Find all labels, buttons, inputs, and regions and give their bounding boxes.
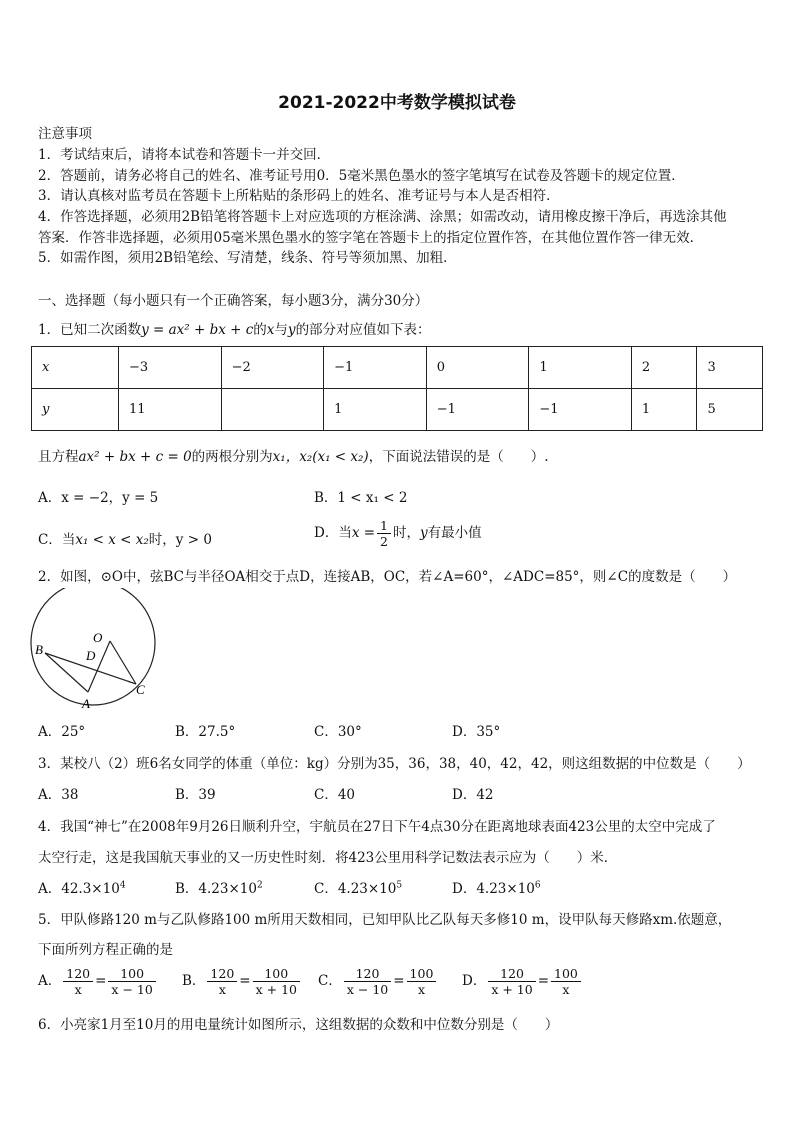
q1-opt-c-pre: C．当: [38, 532, 76, 548]
table-cell: −2: [221, 347, 324, 389]
table-cell: −1: [529, 389, 632, 431]
q1-cond-pre: 且方程: [38, 449, 79, 465]
fraction-numerator: 120: [207, 966, 237, 982]
question-5-stem-line2: 下面所列方程正确的是: [38, 942, 173, 958]
q1-opt-d-x: x =: [351, 525, 376, 541]
fraction: [108, 966, 155, 997]
value-table: [31, 346, 763, 431]
q3-option-a[interactable]: A．38: [38, 787, 79, 803]
circle-geometry-figure: [30, 588, 170, 713]
equals-sign: =: [95, 973, 107, 989]
table-cell: 5: [697, 389, 763, 431]
q4-option-a[interactable]: [38, 877, 126, 897]
fraction-one-half: [377, 518, 391, 549]
table-row-x: [32, 347, 763, 389]
q2-option-b[interactable]: B．27.5°: [175, 724, 236, 740]
table-cell: −1: [324, 347, 427, 389]
question-5-stem-line1: 5．甲队修路120 m与乙队修路100 m所用天数相同，已知甲队比乙队每天多修10 m，设甲队每天修路xm.依题意，: [38, 912, 732, 928]
q5-option-c[interactable]: [318, 966, 438, 997]
fraction-denominator: x: [562, 982, 570, 997]
q1-option-d[interactable]: [314, 518, 482, 549]
q1-var-x: x: [266, 322, 275, 338]
table-cell: 11: [119, 389, 222, 431]
notice-item: 答案．作答非选择题，必须用05毫米黑色墨水的签字笔在答题卡上的指定位置作答，在其他位置作答一律无效．: [38, 230, 704, 246]
q1-stem-and: 与: [274, 322, 288, 338]
q1-cond-post: ，下面说法错误的是（ ）.: [368, 449, 549, 465]
table-cell: −3: [119, 347, 222, 389]
fraction-numerator: 1: [377, 518, 391, 534]
q4-option-d[interactable]: [452, 877, 541, 897]
table-cell: 3: [697, 347, 763, 389]
table-row-y: [32, 389, 763, 431]
question-4-stem-line2: 太空行走，这是我国航天事业的又一历史性时刻．将423公里用科学记数法表示应为（ ）米．: [38, 850, 618, 866]
notice-item: 5．如需作图，须用2B铅笔绘、写清楚，线条、符号等须加黑、加粗．: [38, 250, 457, 266]
notice-item: 4．作答选择题，必须用2B铅笔将答题卡上对应选项的方框涂满、涂黑；如需改动，请用橡皮擦干净后，再选涂其他: [38, 209, 727, 225]
notice-item: 2．答题前，请务必将自己的姓名、准考证号用0．5毫米黑色墨水的签字笔填写在试卷及答题卡的规定位置．: [38, 168, 685, 184]
q1-option-a[interactable]: A．x = −2，y = 5: [38, 490, 159, 506]
table-cell: x: [32, 347, 119, 389]
equals-sign: =: [393, 973, 405, 989]
fraction: [551, 966, 581, 997]
q1-function: y = ax² + bx + c: [141, 322, 254, 338]
fraction: [207, 966, 237, 997]
table-cell: 1: [324, 389, 427, 431]
question-2-stem: 2．如图，⊙O中，弦BC与半径OA相交于点D，连接AB，OC，若∠A=60°，∠ADC=85°，则∠C的度数是（ ）: [38, 569, 737, 585]
label-b: B: [35, 642, 43, 657]
table-cell: 1: [631, 389, 697, 431]
equals-sign: =: [537, 973, 550, 989]
q1-opt-d-end: 有最小值: [427, 525, 482, 541]
section-heading: 一、选择题（每小题只有一个正确答案，每小题3分，满分30分）: [38, 293, 429, 309]
option-base: C．4.23×10: [314, 881, 397, 897]
q5-option-d[interactable]: [462, 966, 583, 997]
option-exponent: 4: [119, 880, 126, 891]
q4-option-b[interactable]: [175, 877, 263, 897]
question-6-stem: 6．小亮家1月至10月的用电量统计如图所示，这组数据的众数和中位数分别是（ ）: [38, 1017, 559, 1033]
table-cell: −1: [426, 389, 529, 431]
table-cell: 0: [426, 347, 529, 389]
q1-opt-c-math: x₁ < x < x₂: [75, 532, 149, 548]
q3-option-d[interactable]: D．42: [452, 787, 494, 803]
option-label: C．: [318, 973, 342, 989]
option-exponent: 5: [396, 880, 403, 891]
q2-option-a[interactable]: A．25°: [38, 724, 86, 740]
q1-roots: x₁，x₂(x₁ < x₂): [272, 449, 369, 465]
q4-option-c[interactable]: [314, 877, 402, 897]
segment-oc: [110, 641, 136, 684]
q2-option-c[interactable]: C．30°: [314, 724, 362, 740]
equals-sign: =: [239, 973, 251, 989]
q1-option-b[interactable]: B．1 < x₁ < 2: [314, 490, 408, 506]
question-4-stem-line1: 4．我国“神七”在2008年9月26日顺利升空，宇航员在27日下午4点30分在距离地球表面423公里的太空中完成了: [38, 819, 716, 835]
fraction-denominator: x + 10: [491, 982, 533, 997]
fraction-denominator: x − 10: [346, 982, 389, 997]
notice-heading: 注意事项: [38, 126, 92, 142]
question-1-stem: [38, 318, 431, 338]
table-cell: 2: [631, 347, 697, 389]
fraction-numerator: 120: [344, 966, 391, 982]
question-3-stem: 3．某校八（2）班6名女同学的体重（单位：kg）分别为35，36，38，40，42，42，则这组数据的中位数是（ ）: [38, 756, 751, 772]
option-exponent: 6: [534, 880, 541, 891]
option-label: A．: [38, 973, 62, 989]
label-d: D: [86, 648, 96, 663]
option-exponent: 2: [256, 880, 263, 891]
fraction: [344, 966, 391, 997]
fraction: [407, 966, 437, 997]
table-cell: y: [32, 389, 119, 431]
q1-equation: ax² + bx + c = 0: [78, 449, 192, 465]
q1-stem-post: 的部分对应值如下表：: [295, 322, 431, 338]
fraction-numerator: 100: [108, 966, 155, 982]
q1-option-c[interactable]: [38, 528, 212, 548]
q1-opt-d-pre: D．当: [314, 525, 352, 541]
fraction-numerator: 120: [63, 966, 93, 982]
table-cell: [221, 389, 324, 431]
label-a: A: [82, 696, 90, 711]
fraction-denominator: x: [74, 982, 82, 997]
fraction-denominator: x + 10: [255, 982, 297, 997]
q1-cond-mid: 的两根分别为: [191, 449, 273, 465]
segment-ab: [45, 653, 88, 692]
q3-option-b[interactable]: B．39: [175, 787, 216, 803]
fraction: [488, 966, 535, 997]
fraction: [63, 966, 93, 997]
option-label: D．: [462, 973, 487, 989]
fraction-denominator: x: [218, 982, 226, 997]
q5-option-a[interactable]: [38, 966, 158, 997]
notice-item: 3．请认真核对监考员在答题卡上所粘贴的条形码上的姓名、准考证号与本人是否相符．: [38, 188, 560, 204]
fraction-numerator: 100: [407, 966, 437, 982]
q1-stem-mid: 的: [253, 322, 267, 338]
q1-var-y: y: [287, 322, 296, 338]
fraction-numerator: 120: [488, 966, 535, 982]
q5-option-b[interactable]: [182, 966, 302, 997]
fraction-denominator: x − 10: [111, 982, 153, 997]
q1-stem-pre: 1．已知二次函数: [38, 322, 142, 338]
option-base: D．4.23×10: [452, 881, 535, 897]
q1-opt-d-y: y: [420, 525, 428, 541]
fraction-denominator: x: [417, 982, 425, 997]
option-base: B．4.23×10: [175, 881, 257, 897]
q2-option-d[interactable]: D．35°: [452, 724, 501, 740]
fraction-numerator: 100: [551, 966, 581, 982]
q3-option-c[interactable]: C．40: [314, 787, 356, 803]
fraction-numerator: 100: [253, 966, 300, 982]
label-o: O: [93, 630, 103, 645]
q1-opt-c-post: 时，y > 0: [148, 532, 212, 548]
question-1-condition: [38, 445, 549, 465]
option-base: A．42.3×10: [38, 881, 120, 897]
table-cell: 1: [529, 347, 632, 389]
fraction: [253, 966, 300, 997]
option-label: B．: [182, 973, 206, 989]
page-title: 2021-2022中考数学模拟试卷: [278, 93, 516, 113]
q1-opt-d-post: 时，: [393, 525, 420, 541]
notice-item: 1．考试结束后，请将本试卷和答题卡一并交回．: [38, 147, 331, 163]
fraction-denominator: 2: [380, 534, 388, 549]
label-c: C: [136, 682, 145, 697]
